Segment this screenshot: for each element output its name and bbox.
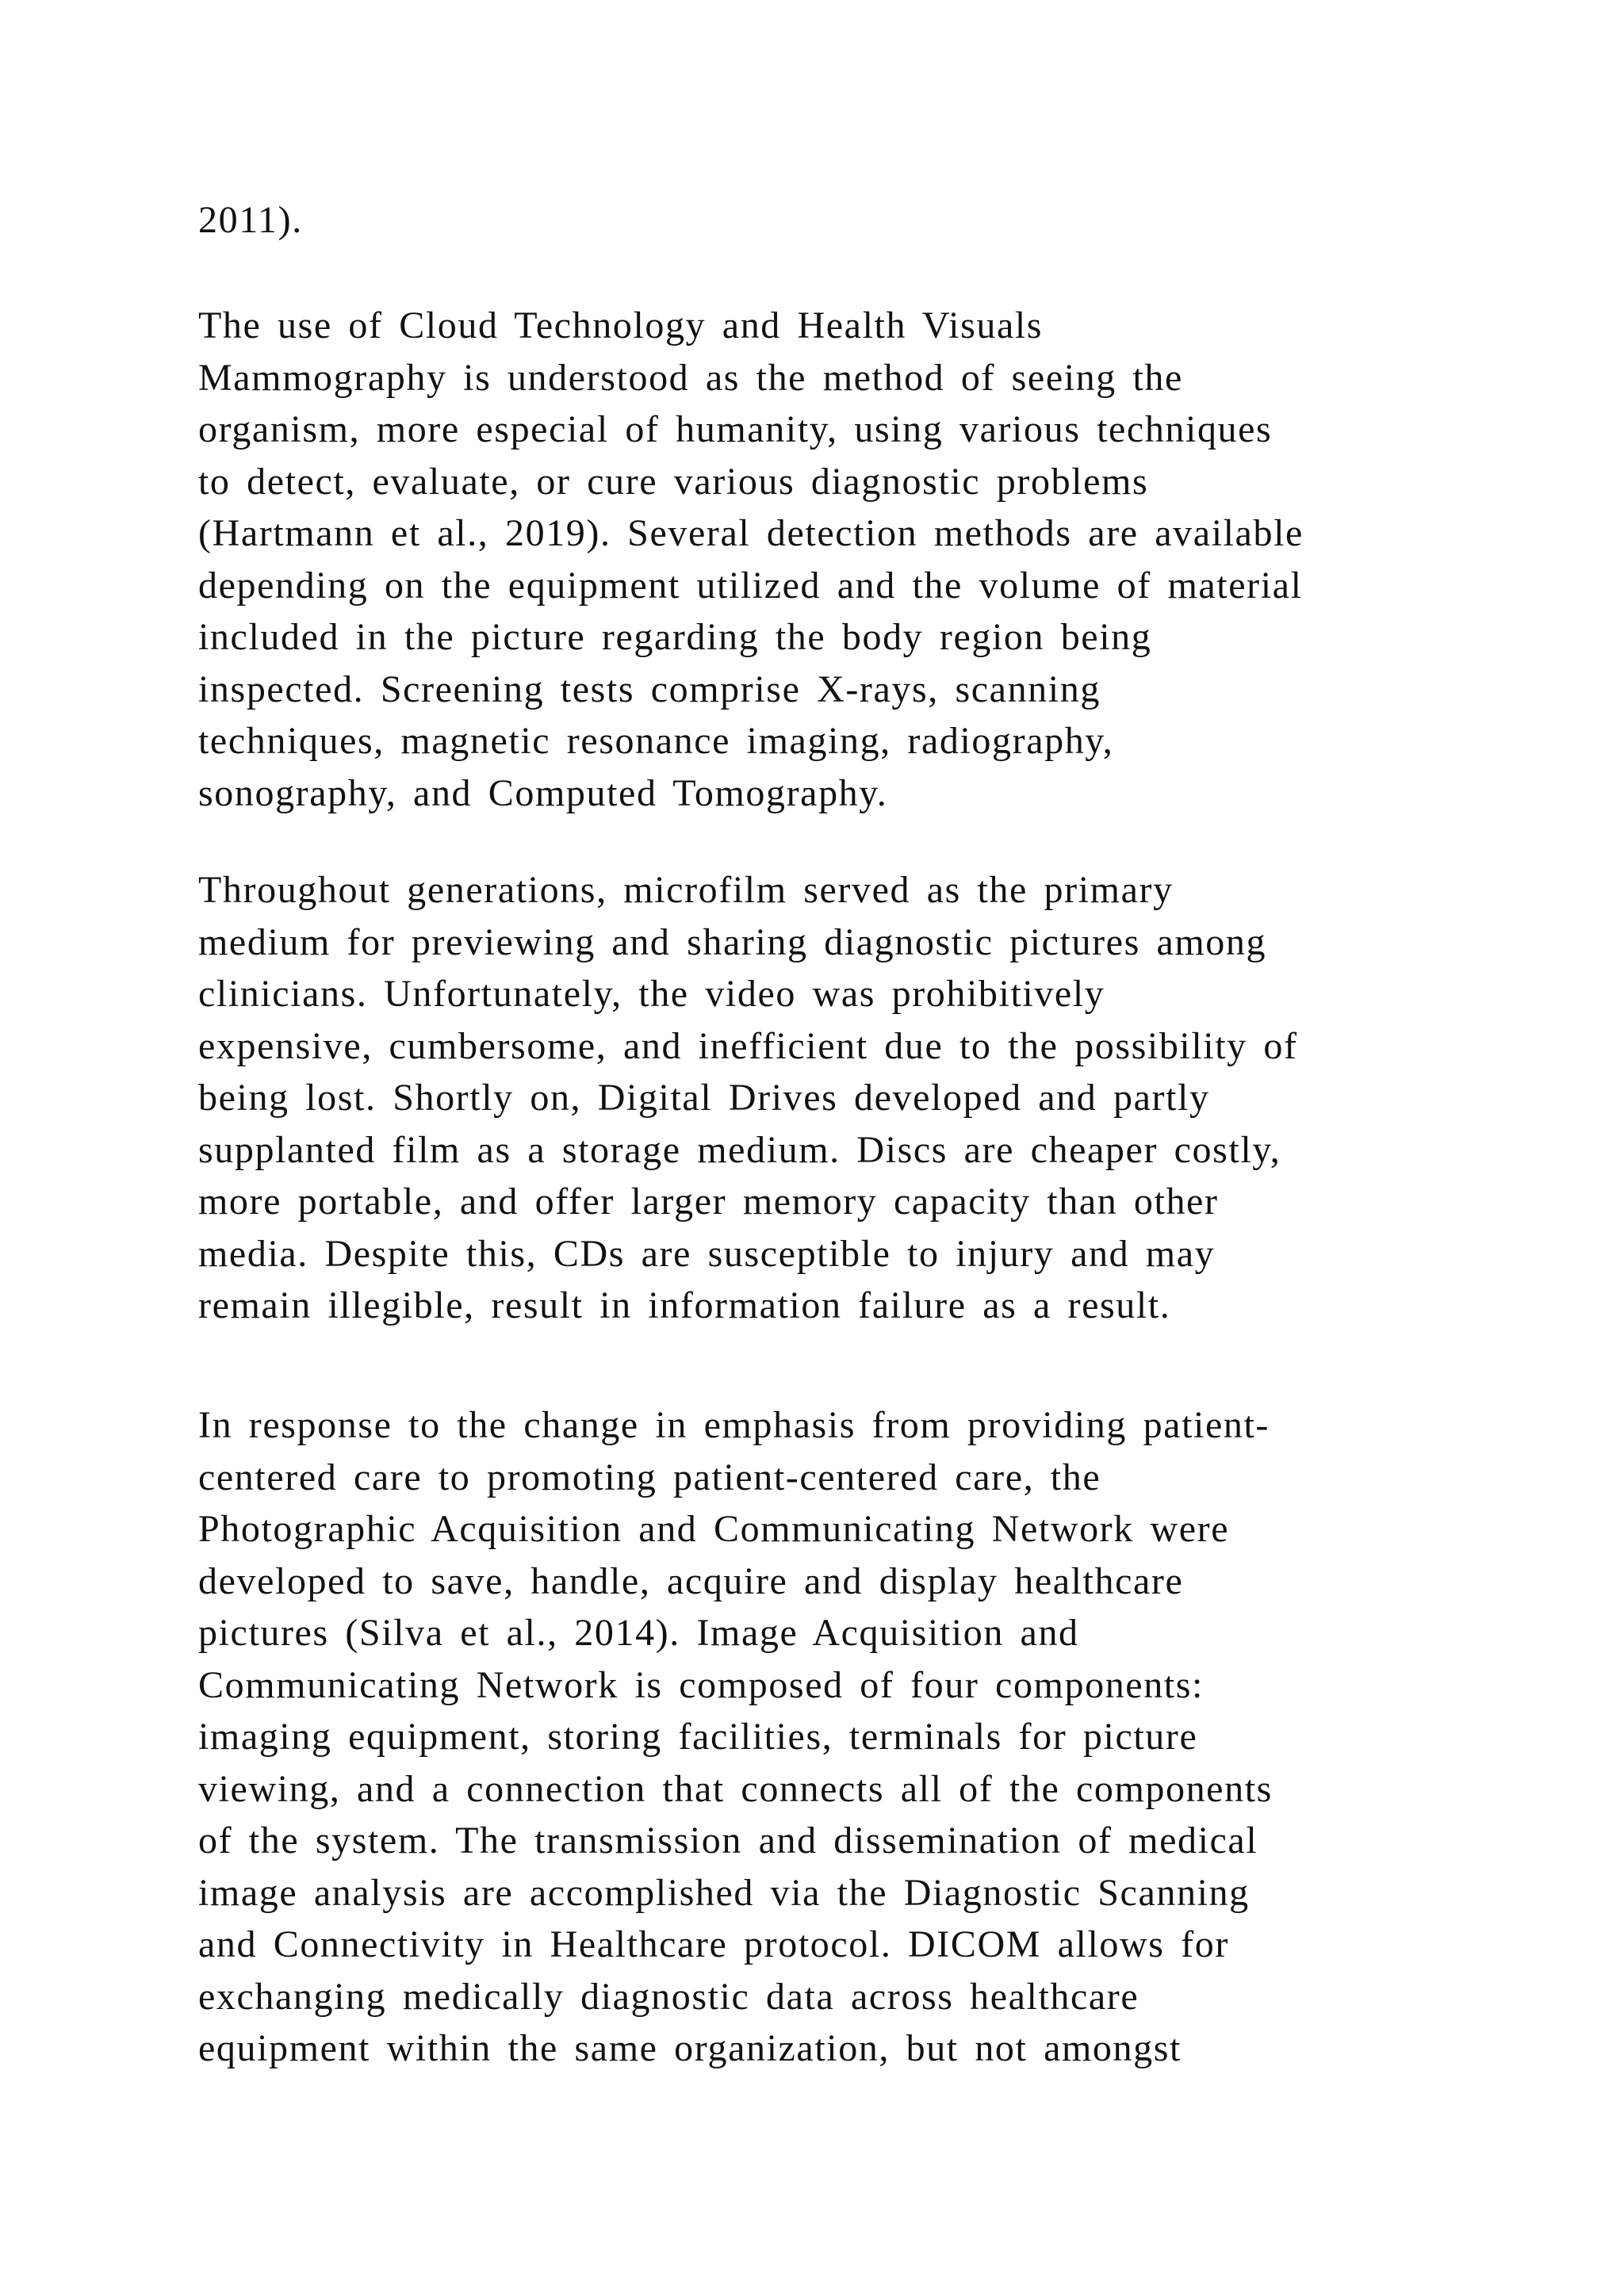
text-line: developed to save, handle, acquire and display healthcare: [198, 1559, 1184, 1602]
text-line: 2011).: [198, 199, 303, 241]
text-line: imaging equipment, storing facilities, terminals for picture: [198, 1716, 1198, 1758]
text-line: techniques, magnetic resonance imaging, radiography,: [198, 720, 1114, 762]
text-line: image analysis are accomplished via the Diagnostic Scanning: [198, 1871, 1250, 1914]
text-line: Throughout generations, microfilm served as the primary: [198, 869, 1174, 911]
text-line: pictures (Silva et al., 2014). Image Acquisition and: [198, 1612, 1079, 1654]
text-line: depending on the equipment utilized and the volume of material: [198, 564, 1303, 607]
text-line: supplanted film as a storage medium. Discs are cheaper costly,: [198, 1128, 1281, 1171]
text-line: centered care to promoting patient-centered care, the: [198, 1456, 1101, 1498]
text-line: inspected. Screening tests comprise X-rays, scanning: [198, 668, 1101, 710]
text-line: more portable, and offer larger memory capacity than other: [198, 1181, 1219, 1223]
text-line: remain illegible, result in information failure as a result.: [198, 1284, 1171, 1326]
paragraph-microfilm: [198, 864, 1298, 1332]
text-line: (Hartmann et al., 2019). Several detection methods are available: [198, 512, 1304, 554]
paragraph-pacs-network: [198, 1399, 1273, 2075]
text-line: media. Despite this, CDs are susceptible to injury and may: [198, 1232, 1216, 1275]
text-line: and Connectivity in Healthcare protocol. DICOM allows for: [198, 1923, 1229, 1965]
text-line: Communicating Network is composed of four components:: [198, 1663, 1204, 1706]
text-line: expensive, cumbersome, and inefficient due to the possibility of: [198, 1024, 1298, 1067]
text-line: sonography, and Computed Tomography.: [198, 771, 888, 814]
paragraph-cloud-technology: [198, 300, 1304, 819]
text-line: viewing, and a connection that connects all of the components: [198, 1767, 1273, 1810]
text-line: exchanging medically diagnostic data across healthcare: [198, 1975, 1139, 2018]
text-line: The use of Cloud Technology and Health Visuals: [198, 304, 1044, 346]
text-line: of the system. The transmission and dissemination of medical: [198, 1820, 1258, 1862]
text-line: organism, more especial of humanity, using various techniques: [198, 408, 1273, 450]
text-line: being lost. Shortly on, Digital Drives developed and partly: [198, 1077, 1210, 1119]
text-line: Photographic Acquisition and Communicating Network were: [198, 1508, 1230, 1550]
text-line: to detect, evaluate, or cure various diagnostic problems: [198, 460, 1149, 503]
text-line: equipment within the same organization, but not amongst: [198, 2027, 1182, 2069]
text-line: Mammography is understood as the method of seeing the: [198, 356, 1183, 399]
text-line: included in the picture regarding the body region being: [198, 616, 1152, 658]
text-line: In response to the change in emphasis from providing patient-: [198, 1404, 1270, 1446]
paragraph-citation-tail: [198, 194, 303, 247]
text-line: clinicians. Unfortunately, the video was prohibitively: [198, 973, 1105, 1015]
text-line: medium for previewing and sharing diagnostic pictures among: [198, 920, 1267, 963]
